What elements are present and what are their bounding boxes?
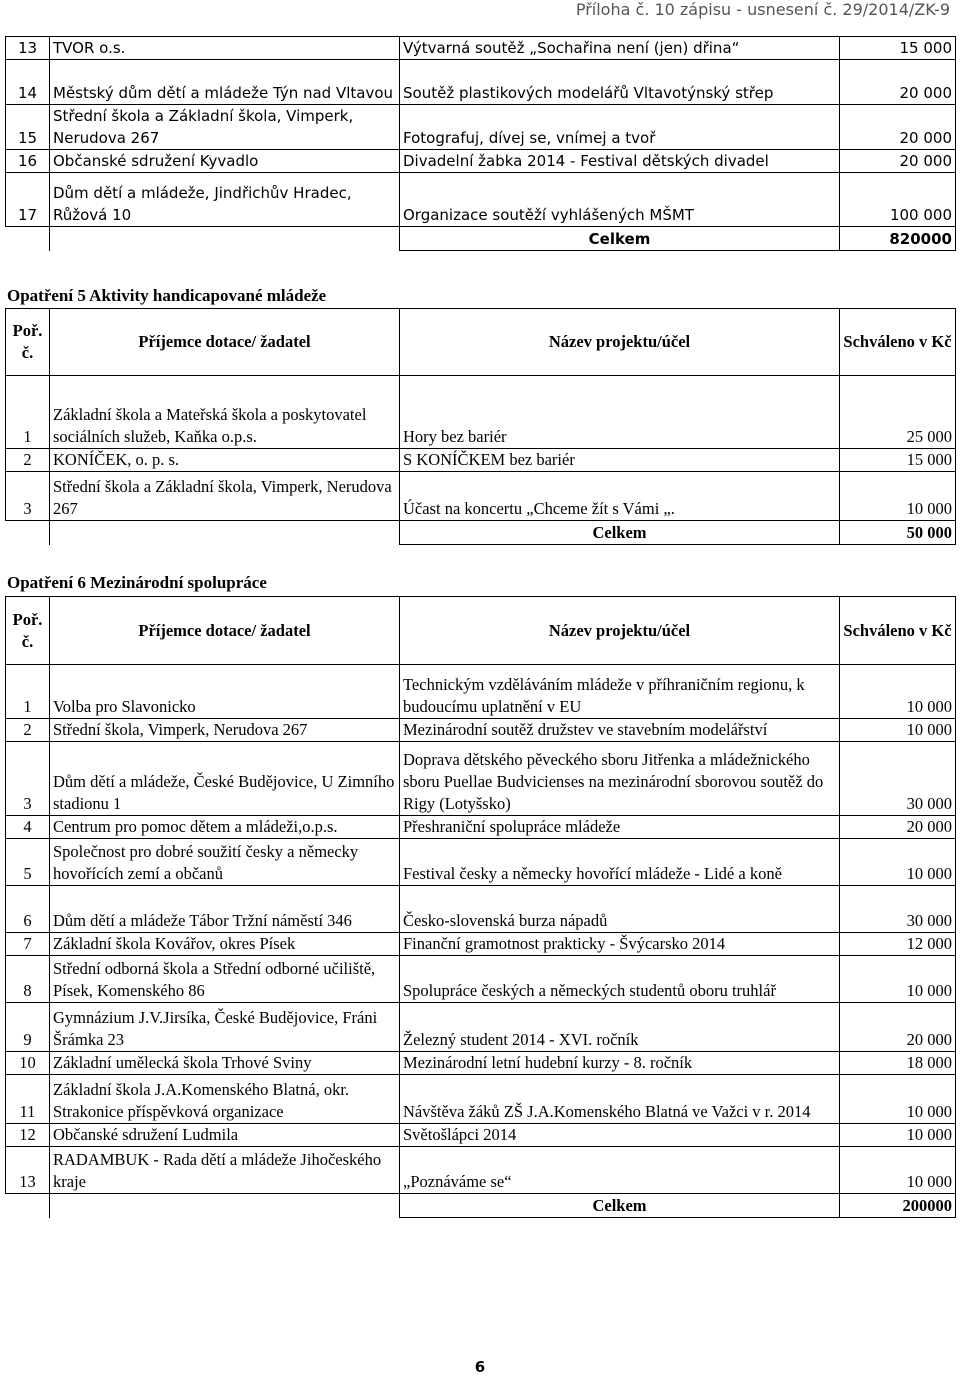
table-row [6, 1052, 956, 1075]
row-amount: 20 000 [840, 60, 956, 105]
row-amount: 20 000 [840, 1003, 956, 1052]
row-applicant: Volba pro Slavonicko [50, 665, 400, 719]
row-amount: 10 000 [840, 1075, 956, 1124]
table-row [6, 1124, 956, 1147]
total-spacer [50, 227, 400, 251]
header-project: Název projektu/účel [400, 309, 840, 376]
row-amount: 12 000 [840, 933, 956, 956]
row-project: Železný student 2014 - XVI. ročník [400, 1003, 840, 1052]
row-applicant: TVOR o.s. [50, 37, 400, 60]
row-number: 7 [6, 933, 50, 956]
table-header-row [6, 597, 956, 665]
row-amount: 30 000 [840, 742, 956, 816]
row-applicant: Občanské sdružení Kyvadlo [50, 150, 400, 173]
total-row [6, 521, 956, 545]
row-project: Soutěž plastikových modelářů Vltavotýnský střep [400, 60, 840, 105]
header-num: Poř. č. [6, 309, 50, 376]
row-amount: 20 000 [840, 816, 956, 839]
row-project: Světošlápci 2014 [400, 1124, 840, 1147]
row-number: 15 [6, 105, 50, 150]
total-row [6, 1194, 956, 1218]
row-applicant: Střední odborná škola a Střední odborné učiliště, Písek, Komenského 86 [50, 956, 400, 1003]
top-table-body [6, 37, 956, 251]
row-number: 4 [6, 816, 50, 839]
row-number: 1 [6, 376, 50, 449]
row-number: 2 [6, 449, 50, 472]
row-project: Návštěva žáků ZŠ J.A.Komenského Blatná ve Važci v r. 2014 [400, 1075, 840, 1124]
table-row [6, 376, 956, 449]
page-number: 6 [474, 1358, 486, 1376]
row-number: 17 [6, 173, 50, 227]
row-amount: 15 000 [840, 449, 956, 472]
table-row [6, 472, 956, 521]
row-number: 1 [6, 665, 50, 719]
row-applicant: Městský dům dětí a mládeže Týn nad Vltavou [50, 60, 400, 105]
row-number: 14 [6, 60, 50, 105]
row-number: 3 [6, 472, 50, 521]
row-applicant: Základní škola J.A.Komenského Blatná, okr. Strakonice příspěvková organizace [50, 1075, 400, 1124]
row-applicant: Centrum pro pomoc dětem a mládeži,o.p.s. [50, 816, 400, 839]
row-applicant: Základní škola Kovářov, okres Písek [50, 933, 400, 956]
top-grant-table [5, 36, 956, 251]
table-row [6, 105, 956, 150]
row-amount: 30 000 [840, 886, 956, 933]
row-amount: 10 000 [840, 1147, 956, 1194]
table-row [6, 1147, 956, 1194]
row-project: Organizace soutěží vyhlášených MŠMT [400, 173, 840, 227]
row-project: Účast na koncertu „Chceme žít s Vámi „. [400, 472, 840, 521]
row-project: Mezinárodní letní hudební kurzy - 8. ročník [400, 1052, 840, 1075]
row-project: Finanční gramotnost prakticky - Švýcarsko 2014 [400, 933, 840, 956]
section5-table [5, 308, 956, 545]
table-row [6, 742, 956, 816]
total-amount: 820000 [840, 227, 956, 251]
section5-table-body [6, 309, 956, 545]
row-applicant: Střední škola, Vimperk, Nerudova 267 [50, 719, 400, 742]
row-amount: 10 000 [840, 472, 956, 521]
row-project: Doprava dětského pěveckého sboru Jitřenka a mládežnického sboru Puellae Budvicienses na mezinárodní sborovou soutěž do Rigy (Lotyšsko) [400, 742, 840, 816]
row-number: 3 [6, 742, 50, 816]
header-applicant: Příjemce dotace/ žadatel [50, 597, 400, 665]
row-applicant: Dům dětí a mládeže, Jindřichův Hradec, Růžová 10 [50, 173, 400, 227]
total-spacer [6, 1194, 50, 1218]
row-applicant: Základní škola a Mateřská škola a poskytovatel sociálních služeb, Kaňka o.p.s. [50, 376, 400, 449]
table-row [6, 173, 956, 227]
row-project: Fotografuj, dívej se, vnímej a tvoř [400, 105, 840, 150]
row-project: Festival česky a německy hovořící mládeže - Lidé a koně [400, 839, 840, 886]
table-row [6, 886, 956, 933]
row-amount: 20 000 [840, 150, 956, 173]
row-amount: 15 000 [840, 37, 956, 60]
row-project: Výtvarná soutěž „Sochařina není (jen) dřina“ [400, 37, 840, 60]
row-number: 12 [6, 1124, 50, 1147]
total-spacer [50, 521, 400, 545]
table-row [6, 1075, 956, 1124]
row-number: 16 [6, 150, 50, 173]
row-applicant: RADAMBUK - Rada dětí a mládeže Jihočeského kraje [50, 1147, 400, 1194]
row-number: 10 [6, 1052, 50, 1075]
row-amount: 10 000 [840, 719, 956, 742]
table-row [6, 839, 956, 886]
row-project: Mezinárodní soutěž družstev ve stavebním modelářství [400, 719, 840, 742]
table-row [6, 1003, 956, 1052]
row-amount: 20 000 [840, 105, 956, 150]
row-amount: 10 000 [840, 665, 956, 719]
header-amount: Schváleno v Kč [840, 309, 956, 376]
total-row [6, 227, 956, 251]
total-label: Celkem [400, 1194, 840, 1218]
section6-table [5, 596, 956, 1218]
row-applicant: Občanské sdružení Ludmila [50, 1124, 400, 1147]
row-amount: 10 000 [840, 839, 956, 886]
table-row [6, 37, 956, 60]
section5-title: Opatření 5 Aktivity handicapované mládeže [7, 286, 327, 305]
row-project: Technickým vzděláváním mládeže v příhraničním regionu, k budoucímu uplatnění v EU [400, 665, 840, 719]
total-label: Celkem [400, 227, 840, 251]
row-applicant: Dům dětí a mládeže Tábor Tržní náměstí 346 [50, 886, 400, 933]
row-applicant: Dům dětí a mládeže, České Budějovice, U Zimního stadionu 1 [50, 742, 400, 816]
row-applicant: Střední škola a Základní škola, Vimperk, Nerudova 267 [50, 105, 400, 150]
header-applicant: Příjemce dotace/ žadatel [50, 309, 400, 376]
row-number: 8 [6, 956, 50, 1003]
row-applicant: KONÍČEK, o. p. s. [50, 449, 400, 472]
total-spacer [6, 521, 50, 545]
section6-title: Opatření 6 Mezinárodní spolupráce [7, 573, 267, 592]
header-amount: Schváleno v Kč [840, 597, 956, 665]
row-number: 6 [6, 886, 50, 933]
row-applicant: Společnost pro dobré soužití česky a německy hovořících zemí a občanů [50, 839, 400, 886]
table-row [6, 933, 956, 956]
row-amount: 18 000 [840, 1052, 956, 1075]
header-project: Název projektu/účel [400, 597, 840, 665]
row-number: 2 [6, 719, 50, 742]
total-label: Celkem [400, 521, 840, 545]
row-number: 5 [6, 839, 50, 886]
total-amount: 200000 [840, 1194, 956, 1218]
row-amount: 10 000 [840, 956, 956, 1003]
row-number: 9 [6, 1003, 50, 1052]
table-row [6, 665, 956, 719]
table-row [6, 150, 956, 173]
row-applicant: Gymnázium J.V.Jirsíka, České Budějovice, Fráni Šrámka 23 [50, 1003, 400, 1052]
table-row [6, 719, 956, 742]
total-spacer [6, 227, 50, 251]
row-number: 13 [6, 37, 50, 60]
row-number: 13 [6, 1147, 50, 1194]
row-project: Přeshraniční spolupráce mládeže [400, 816, 840, 839]
table-row [6, 449, 956, 472]
table-row [6, 60, 956, 105]
total-amount: 50 000 [840, 521, 956, 545]
header-num: Poř. č. [6, 597, 50, 665]
row-project: Spolupráce českých a německých studentů oboru truhlář [400, 956, 840, 1003]
page-header: Příloha č. 10 zápisu - usnesení č. 29/2014/ZK-9 [575, 0, 950, 19]
row-project: Hory bez bariér [400, 376, 840, 449]
row-amount: 25 000 [840, 376, 956, 449]
row-project: S KONÍČKEM bez bariér [400, 449, 840, 472]
row-applicant: Střední škola a Základní škola, Vimperk, Nerudova 267 [50, 472, 400, 521]
row-number: 11 [6, 1075, 50, 1124]
row-amount: 10 000 [840, 1124, 956, 1147]
table-row [6, 956, 956, 1003]
row-project: „Poznáváme se“ [400, 1147, 840, 1194]
row-project: Divadelní žabka 2014 - Festival dětských divadel [400, 150, 840, 173]
row-applicant: Základní umělecká škola Trhové Sviny [50, 1052, 400, 1075]
table-header-row [6, 309, 956, 376]
section6-table-body [6, 597, 956, 1218]
row-project: Česko-slovenská burza nápadů [400, 886, 840, 933]
table-row [6, 816, 956, 839]
row-amount: 100 000 [840, 173, 956, 227]
total-spacer [50, 1194, 400, 1218]
